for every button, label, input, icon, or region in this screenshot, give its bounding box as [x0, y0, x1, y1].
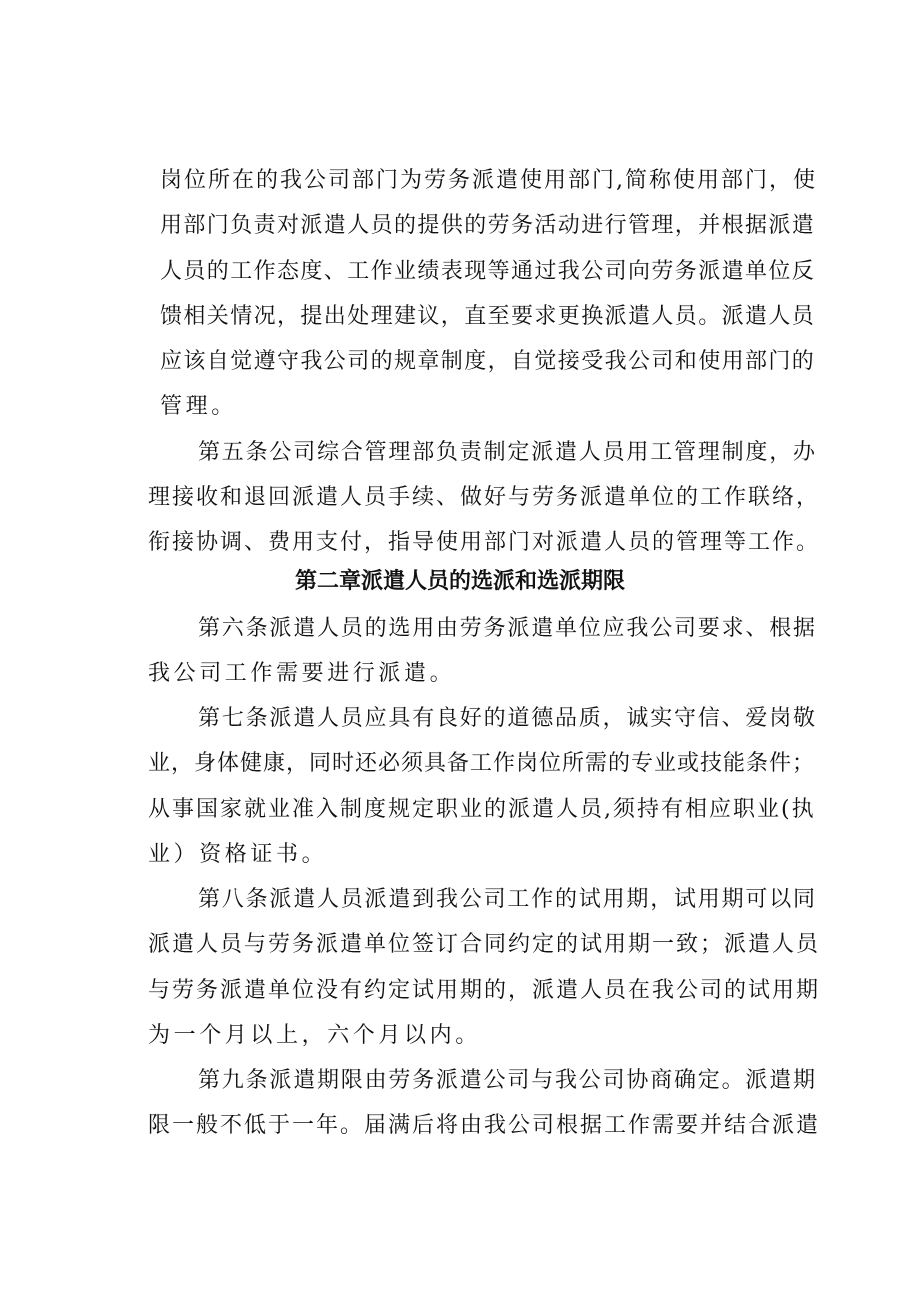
- para4-line-1: 第七条派遣人员应具有良好的道德品质，诚实守信、爱岗敬: [198, 706, 817, 731]
- chapter-heading: 第二章派遣人员的选派和选派期限: [294, 569, 625, 594]
- para2-line-3: 衔接协调、费用支付，指导使用部门对派遣人员的管理等工作。: [148, 530, 821, 555]
- para6-line-2: 限一般不低于一年。届满后将由我公司根据工作需要并结合派遣: [148, 1113, 821, 1138]
- para3-line-1: 第六条派遣人员的选用由劳务派遣单位应我公司要求、根据: [198, 616, 817, 641]
- para1-line-2: 用部门负责对派遣人员的提供的劳务活动进行管理，并根据派遣: [160, 213, 816, 238]
- para5-line-2: 派遣人员与劳务派遣单位签订合同约定的试用期一致；派遣人员: [148, 932, 821, 957]
- para1-line-6: 管理。: [160, 394, 237, 419]
- para5-line-1: 第八条派遣人员派遣到我公司工作的试用期，试用期可以同: [198, 887, 817, 912]
- para2-line-1: 第五条公司综合管理部负责制定派遣人员用工管理制度，办: [198, 440, 817, 465]
- para4-line-3: 从事国家就业准入制度规定职业的派遣人员,须持有相应职业(执: [148, 797, 816, 822]
- para6-line-1: 第九条派遣期限由劳务派遣公司与我公司协商确定。派遣期: [198, 1068, 817, 1093]
- para4-line-4: 业）资格证书。: [148, 842, 328, 867]
- para1-line-1: 岗位所在的我公司部门为劳务派遣使用部门,简称使用部门，使: [160, 168, 817, 193]
- para3-line-2: 我公司工作需要进行派遣。: [148, 661, 456, 686]
- para1-line-4: 馈相关情况，提出处理建议，直至要求更换派遣人员。派遣人员: [160, 304, 816, 329]
- para5-line-4: 为一个月以上，六个月以内。: [148, 1023, 481, 1048]
- para1-line-5: 应该自觉遵守我公司的规章制度，自觉接受我公司和使用部门的: [160, 349, 816, 374]
- para2-line-2: 理接收和退回派遣人员手续、做好与劳务派遣单位的工作联络，: [148, 485, 821, 510]
- para4-line-2: 业，身体健康，同时还必须具备工作岗位所需的专业或技能条件；: [148, 751, 816, 776]
- para1-line-3: 人员的工作态度、工作业绩表现等通过我公司向劳务派遣单位反: [160, 259, 816, 284]
- para5-line-3: 与劳务派遣单位没有约定试用期的，派遣人员在我公司的试用期: [148, 978, 821, 1003]
